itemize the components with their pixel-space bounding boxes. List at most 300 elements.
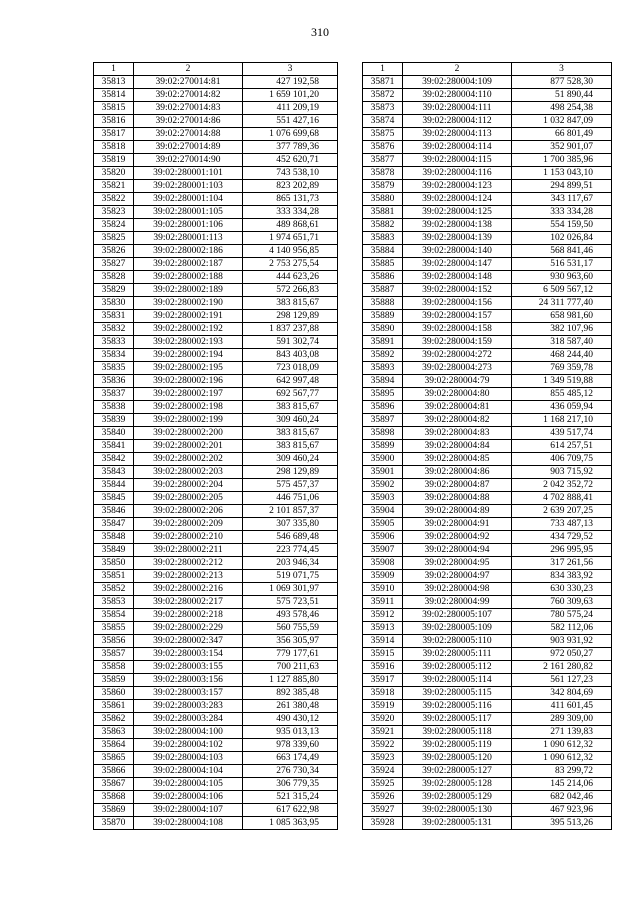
- table-row: [94, 570, 338, 583]
- row-number: 35924: [363, 765, 403, 778]
- cadastral-number: 39:02:280004:91: [403, 518, 512, 531]
- table-row: [363, 570, 612, 583]
- row-number: 35871: [363, 76, 403, 89]
- cadastral-number: 39:02:280004:94: [403, 544, 512, 557]
- cadastral-number: 39:02:280001:101: [134, 167, 243, 180]
- row-number: 35853: [94, 596, 134, 609]
- cadastral-number: 39:02:280003:155: [134, 661, 243, 674]
- cadastral-value: 903 715,92: [512, 466, 612, 479]
- cadastral-value: 382 107,96: [512, 323, 612, 336]
- cadastral-number: 39:02:280005:128: [403, 778, 512, 791]
- cadastral-value: 682 042,46: [512, 791, 612, 804]
- table-row: [363, 388, 612, 401]
- cadastral-value: 294 899,51: [512, 180, 612, 193]
- row-number: 35842: [94, 453, 134, 466]
- cadastral-number: 39:02:270014:89: [134, 141, 243, 154]
- cadastral-value: 489 868,61: [243, 219, 338, 232]
- table-row: [363, 154, 612, 167]
- cadastral-number: 39:02:270014:90: [134, 154, 243, 167]
- cadastral-number: 39:02:280004:100: [134, 726, 243, 739]
- table-row: [94, 167, 338, 180]
- cadastral-value: 546 689,48: [243, 531, 338, 544]
- table-row: [94, 674, 338, 687]
- cadastral-number: 39:02:280002:191: [134, 310, 243, 323]
- table-row: [94, 752, 338, 765]
- row-number: 35926: [363, 791, 403, 804]
- table-row: [363, 76, 612, 89]
- row-number: 35848: [94, 531, 134, 544]
- row-number: 35914: [363, 635, 403, 648]
- table-row: [363, 102, 612, 115]
- column-header-number: 1: [363, 63, 403, 76]
- cadastral-number: 39:02:280005:130: [403, 804, 512, 817]
- row-number: 35879: [363, 180, 403, 193]
- cadastral-number: 39:02:280004:113: [403, 128, 512, 141]
- cadastral-value: 102 026,84: [512, 232, 612, 245]
- cadastral-number: 39:02:280002:186: [134, 245, 243, 258]
- cadastral-number: 39:02:280002:193: [134, 336, 243, 349]
- table-row: [94, 401, 338, 414]
- cadastral-number: 39:02:280004:272: [403, 349, 512, 362]
- table-row: [94, 141, 338, 154]
- table-row: [363, 505, 612, 518]
- cadastral-value: 446 751,06: [243, 492, 338, 505]
- row-number: 35910: [363, 583, 403, 596]
- row-number: 35833: [94, 336, 134, 349]
- row-number: 35893: [363, 362, 403, 375]
- table-row: [363, 89, 612, 102]
- cadastral-number: 39:02:280004:138: [403, 219, 512, 232]
- row-number: 35923: [363, 752, 403, 765]
- row-number: 35860: [94, 687, 134, 700]
- cadastral-number: 39:02:280005:120: [403, 752, 512, 765]
- table-row: [94, 804, 338, 817]
- cadastral-value: 4 702 888,41: [512, 492, 612, 505]
- row-number: 35886: [363, 271, 403, 284]
- cadastral-number: 39:02:280002:206: [134, 505, 243, 518]
- row-number: 35813: [94, 76, 134, 89]
- table-row: [363, 791, 612, 804]
- row-number: 35855: [94, 622, 134, 635]
- table-row: [363, 193, 612, 206]
- table-row: [94, 778, 338, 791]
- table-row: [363, 115, 612, 128]
- cadastral-number: 39:02:280005:115: [403, 687, 512, 700]
- column-header-cadastral: 2: [403, 63, 512, 76]
- table-row: [94, 115, 338, 128]
- row-number: 35881: [363, 206, 403, 219]
- cadastral-value: 877 528,30: [512, 76, 612, 89]
- table-row: [94, 700, 338, 713]
- table-row: [363, 648, 612, 661]
- data-table-left: [93, 62, 338, 830]
- row-number: 35828: [94, 271, 134, 284]
- row-number: 35820: [94, 167, 134, 180]
- row-number: 35836: [94, 375, 134, 388]
- table-row: [94, 726, 338, 739]
- row-number: 35927: [363, 804, 403, 817]
- cadastral-value: 271 139,83: [512, 726, 612, 739]
- cadastral-value: 298 129,89: [243, 310, 338, 323]
- cadastral-value: 306 779,35: [243, 778, 338, 791]
- cadastral-number: 39:02:280004:98: [403, 583, 512, 596]
- row-number: 35896: [363, 401, 403, 414]
- table-row: [363, 206, 612, 219]
- row-number: 35845: [94, 492, 134, 505]
- cadastral-number: 39:02:280004:159: [403, 336, 512, 349]
- cadastral-number: 39:02:280002:187: [134, 258, 243, 271]
- row-number: 35906: [363, 531, 403, 544]
- row-number: 35894: [363, 375, 403, 388]
- table-row: [363, 349, 612, 362]
- row-number: 35920: [363, 713, 403, 726]
- cadastral-value: 383 815,67: [243, 401, 338, 414]
- row-number: 35815: [94, 102, 134, 115]
- page-number: 310: [311, 25, 329, 39]
- cadastral-number: 39:02:280005:111: [403, 648, 512, 661]
- row-number: 35892: [363, 349, 403, 362]
- cadastral-number: 39:02:280001:106: [134, 219, 243, 232]
- row-number: 35909: [363, 570, 403, 583]
- row-number: 35888: [363, 297, 403, 310]
- cadastral-value: 1 076 699,68: [243, 128, 338, 141]
- cadastral-value: 834 383,92: [512, 570, 612, 583]
- row-number: 35908: [363, 557, 403, 570]
- cadastral-number: 39:02:280004:123: [403, 180, 512, 193]
- row-number: 35891: [363, 336, 403, 349]
- cadastral-number: 39:02:280005:131: [403, 817, 512, 830]
- table-row: [94, 440, 338, 453]
- table-row: [363, 284, 612, 297]
- cadastral-value: 865 131,73: [243, 193, 338, 206]
- table-row: [94, 453, 338, 466]
- row-number: 35846: [94, 505, 134, 518]
- row-number: 35897: [363, 414, 403, 427]
- cadastral-number: 39:02:280004:86: [403, 466, 512, 479]
- cadastral-value: 203 946,34: [243, 557, 338, 570]
- cadastral-value: 2 101 857,37: [243, 505, 338, 518]
- row-number: 35834: [94, 349, 134, 362]
- cadastral-value: 318 587,40: [512, 336, 612, 349]
- cadastral-number: 39:02:270014:86: [134, 115, 243, 128]
- cadastral-number: 39:02:280002:203: [134, 466, 243, 479]
- cadastral-value: 317 261,56: [512, 557, 612, 570]
- row-number: 35865: [94, 752, 134, 765]
- table-row: [94, 323, 338, 336]
- table-row: [363, 596, 612, 609]
- cadastral-number: 39:02:280004:79: [403, 375, 512, 388]
- cadastral-value: 333 334,28: [243, 206, 338, 219]
- cadastral-value: 490 430,12: [243, 713, 338, 726]
- cadastral-value: 614 257,51: [512, 440, 612, 453]
- cadastral-number: 39:02:280004:83: [403, 427, 512, 440]
- cadastral-number: 39:02:280002:216: [134, 583, 243, 596]
- cadastral-value: 780 575,24: [512, 609, 612, 622]
- table-row: [363, 583, 612, 596]
- cadastral-value: 51 890,44: [512, 89, 612, 102]
- cadastral-number: 39:02:280002:202: [134, 453, 243, 466]
- cadastral-value: 1 349 519,88: [512, 375, 612, 388]
- cadastral-value: 309 460,24: [243, 453, 338, 466]
- row-number: 35814: [94, 89, 134, 102]
- table-row: [363, 297, 612, 310]
- cadastral-value: 1 085 363,95: [243, 817, 338, 830]
- table-row: [94, 661, 338, 674]
- cadastral-number: 39:02:280004:92: [403, 531, 512, 544]
- cadastral-value: 356 305,97: [243, 635, 338, 648]
- row-number: 35915: [363, 648, 403, 661]
- cadastral-number: 39:02:280004:102: [134, 739, 243, 752]
- cadastral-value: 383 815,67: [243, 440, 338, 453]
- row-number: 35919: [363, 700, 403, 713]
- row-number: 35858: [94, 661, 134, 674]
- table-row: [94, 128, 338, 141]
- row-number: 35913: [363, 622, 403, 635]
- table-row: [94, 427, 338, 440]
- cadastral-number: 39:02:280004:110: [403, 89, 512, 102]
- table-row: [363, 713, 612, 726]
- table-row: [363, 336, 612, 349]
- cadastral-number: 39:02:280001:105: [134, 206, 243, 219]
- table-row: [363, 661, 612, 674]
- cadastral-value: 760 309,63: [512, 596, 612, 609]
- table-row: [363, 817, 612, 830]
- cadastral-value: 1 069 301,97: [243, 583, 338, 596]
- table-row: [94, 310, 338, 323]
- cadastral-number: 39:02:280004:105: [134, 778, 243, 791]
- table-row: [94, 336, 338, 349]
- cadastral-value: 972 050,27: [512, 648, 612, 661]
- row-number: 35890: [363, 323, 403, 336]
- cadastral-value: 427 192,58: [243, 76, 338, 89]
- cadastral-value: 342 804,69: [512, 687, 612, 700]
- table-row: [94, 349, 338, 362]
- table-row: [363, 466, 612, 479]
- cadastral-value: 406 709,75: [512, 453, 612, 466]
- cadastral-number: 39:02:280004:108: [134, 817, 243, 830]
- cadastral-value: 1 032 847,09: [512, 115, 612, 128]
- cadastral-value: 1 153 043,10: [512, 167, 612, 180]
- row-number: 35917: [363, 674, 403, 687]
- column-header-value: 3: [512, 63, 612, 76]
- table-row: [94, 791, 338, 804]
- row-number: 35921: [363, 726, 403, 739]
- table-row: [94, 271, 338, 284]
- cadastral-number: 39:02:280002:347: [134, 635, 243, 648]
- table-row: [94, 609, 338, 622]
- header-row: [363, 63, 612, 76]
- row-number: 35900: [363, 453, 403, 466]
- row-number: 35912: [363, 609, 403, 622]
- cadastral-value: 575 457,37: [243, 479, 338, 492]
- table-row: [363, 323, 612, 336]
- cadastral-number: 39:02:280004:273: [403, 362, 512, 375]
- cadastral-value: 582 112,06: [512, 622, 612, 635]
- row-number: 35880: [363, 193, 403, 206]
- cadastral-value: 700 211,63: [243, 661, 338, 674]
- cadastral-value: 658 981,60: [512, 310, 612, 323]
- table-row: [363, 245, 612, 258]
- cadastral-number: 39:02:280004:80: [403, 388, 512, 401]
- row-number: 35859: [94, 674, 134, 687]
- cadastral-number: 39:02:280004:140: [403, 245, 512, 258]
- row-number: 35831: [94, 310, 134, 323]
- cadastral-number: 39:02:280003:283: [134, 700, 243, 713]
- row-number: 35875: [363, 128, 403, 141]
- row-number: 35911: [363, 596, 403, 609]
- table-row: [363, 752, 612, 765]
- table-row: [363, 375, 612, 388]
- column-header-number: 1: [94, 63, 134, 76]
- row-number: 35821: [94, 180, 134, 193]
- row-number: 35830: [94, 297, 134, 310]
- cadastral-value: 1 090 612,32: [512, 752, 612, 765]
- table-row: [94, 258, 338, 271]
- cadastral-value: 309 460,24: [243, 414, 338, 427]
- cadastral-number: 39:02:280005:114: [403, 674, 512, 687]
- cadastral-number: 39:02:280004:103: [134, 752, 243, 765]
- row-number: 35849: [94, 544, 134, 557]
- row-number: 35824: [94, 219, 134, 232]
- table-row: [94, 232, 338, 245]
- cadastral-number: 39:02:280004:99: [403, 596, 512, 609]
- row-number: 35883: [363, 232, 403, 245]
- cadastral-value: 692 567,77: [243, 388, 338, 401]
- cadastral-number: 39:02:280004:87: [403, 479, 512, 492]
- cadastral-value: 4 140 956,85: [243, 245, 338, 258]
- cadastral-value: 1 837 237,88: [243, 323, 338, 336]
- row-number: 35852: [94, 583, 134, 596]
- table-row: [94, 765, 338, 778]
- row-number: 35904: [363, 505, 403, 518]
- row-number: 35817: [94, 128, 134, 141]
- table-row: [94, 245, 338, 258]
- table-row: [94, 284, 338, 297]
- cadastral-number: 39:02:280004:107: [134, 804, 243, 817]
- table-row: [94, 505, 338, 518]
- table-row: [94, 193, 338, 206]
- table-row: [94, 817, 338, 830]
- table-row: [94, 375, 338, 388]
- cadastral-number: 39:02:280002:211: [134, 544, 243, 557]
- cadastral-value: 843 403,08: [243, 349, 338, 362]
- cadastral-number: 39:02:280002:188: [134, 271, 243, 284]
- cadastral-number: 39:02:280002:213: [134, 570, 243, 583]
- cadastral-number: 39:02:280003:154: [134, 648, 243, 661]
- table-row: [94, 414, 338, 427]
- row-number: 35844: [94, 479, 134, 492]
- cadastral-value: 568 841,46: [512, 245, 612, 258]
- cadastral-value: 411 601,45: [512, 700, 612, 713]
- cadastral-value: 575 723,51: [243, 596, 338, 609]
- row-number: 35874: [363, 115, 403, 128]
- table-row: [94, 635, 338, 648]
- table-row: [363, 804, 612, 817]
- row-number: 35898: [363, 427, 403, 440]
- cadastral-value: 519 071,75: [243, 570, 338, 583]
- cadastral-number: 39:02:280004:152: [403, 284, 512, 297]
- row-number: 35905: [363, 518, 403, 531]
- table-row: [363, 700, 612, 713]
- cadastral-number: 39:02:280004:116: [403, 167, 512, 180]
- row-number: 35928: [363, 817, 403, 830]
- table-row: [363, 310, 612, 323]
- cadastral-number: 39:02:280005:107: [403, 609, 512, 622]
- cadastral-number: 39:02:280005:112: [403, 661, 512, 674]
- cadastral-value: 298 129,89: [243, 466, 338, 479]
- cadastral-value: 663 174,49: [243, 752, 338, 765]
- row-number: 35873: [363, 102, 403, 115]
- cadastral-value: 452 620,71: [243, 154, 338, 167]
- table-row: [363, 544, 612, 557]
- cadastral-number: 39:02:280002:196: [134, 375, 243, 388]
- row-number: 35889: [363, 310, 403, 323]
- cadastral-value: 855 485,12: [512, 388, 612, 401]
- table-row: [363, 427, 612, 440]
- table-row: [363, 739, 612, 752]
- cadastral-number: 39:02:280004:106: [134, 791, 243, 804]
- cadastral-value: 723 018,09: [243, 362, 338, 375]
- row-number: 35850: [94, 557, 134, 570]
- cadastral-number: 39:02:280002:205: [134, 492, 243, 505]
- table-row: [363, 440, 612, 453]
- cadastral-value: 436 059,94: [512, 401, 612, 414]
- cadastral-number: 39:02:280002:199: [134, 414, 243, 427]
- cadastral-value: 617 622,98: [243, 804, 338, 817]
- cadastral-value: 66 801,49: [512, 128, 612, 141]
- table-row: [363, 271, 612, 284]
- cadastral-number: 39:02:280002:204: [134, 479, 243, 492]
- cadastral-number: 39:02:280002:198: [134, 401, 243, 414]
- cadastral-value: 930 963,60: [512, 271, 612, 284]
- cadastral-number: 39:02:280002:218: [134, 609, 243, 622]
- cadastral-value: 630 330,23: [512, 583, 612, 596]
- cadastral-number: 39:02:280005:127: [403, 765, 512, 778]
- row-number: 35872: [363, 89, 403, 102]
- cadastral-value: 1 700 385,96: [512, 154, 612, 167]
- cadastral-value: 1 127 885,80: [243, 674, 338, 687]
- cadastral-value: 521 315,24: [243, 791, 338, 804]
- cadastral-number: 39:02:280002:229: [134, 622, 243, 635]
- table-row: [363, 232, 612, 245]
- row-number: 35832: [94, 323, 134, 336]
- cadastral-number: 39:02:280004:158: [403, 323, 512, 336]
- cadastral-number: 39:02:280002:192: [134, 323, 243, 336]
- cadastral-value: 1 659 101,20: [243, 89, 338, 102]
- cadastral-number: 39:02:280004:157: [403, 310, 512, 323]
- table-row: [94, 76, 338, 89]
- cadastral-value: 2 753 275,54: [243, 258, 338, 271]
- table-row: [363, 778, 612, 791]
- cadastral-number: 39:02:280002:200: [134, 427, 243, 440]
- cadastral-number: 39:02:280004:156: [403, 297, 512, 310]
- cadastral-number: 39:02:280002:190: [134, 297, 243, 310]
- row-number: 35843: [94, 466, 134, 479]
- row-number: 35895: [363, 388, 403, 401]
- cadastral-value: 903 931,92: [512, 635, 612, 648]
- table-row: [363, 167, 612, 180]
- table-row: [363, 180, 612, 193]
- table-row: [94, 557, 338, 570]
- cadastral-value: 6 509 567,12: [512, 284, 612, 297]
- row-number: 35918: [363, 687, 403, 700]
- cadastral-number: 39:02:280004:125: [403, 206, 512, 219]
- row-number: 35877: [363, 154, 403, 167]
- cadastral-number: 39:02:280004:115: [403, 154, 512, 167]
- cadastral-number: 39:02:280004:114: [403, 141, 512, 154]
- row-number: 35922: [363, 739, 403, 752]
- table-row: [94, 518, 338, 531]
